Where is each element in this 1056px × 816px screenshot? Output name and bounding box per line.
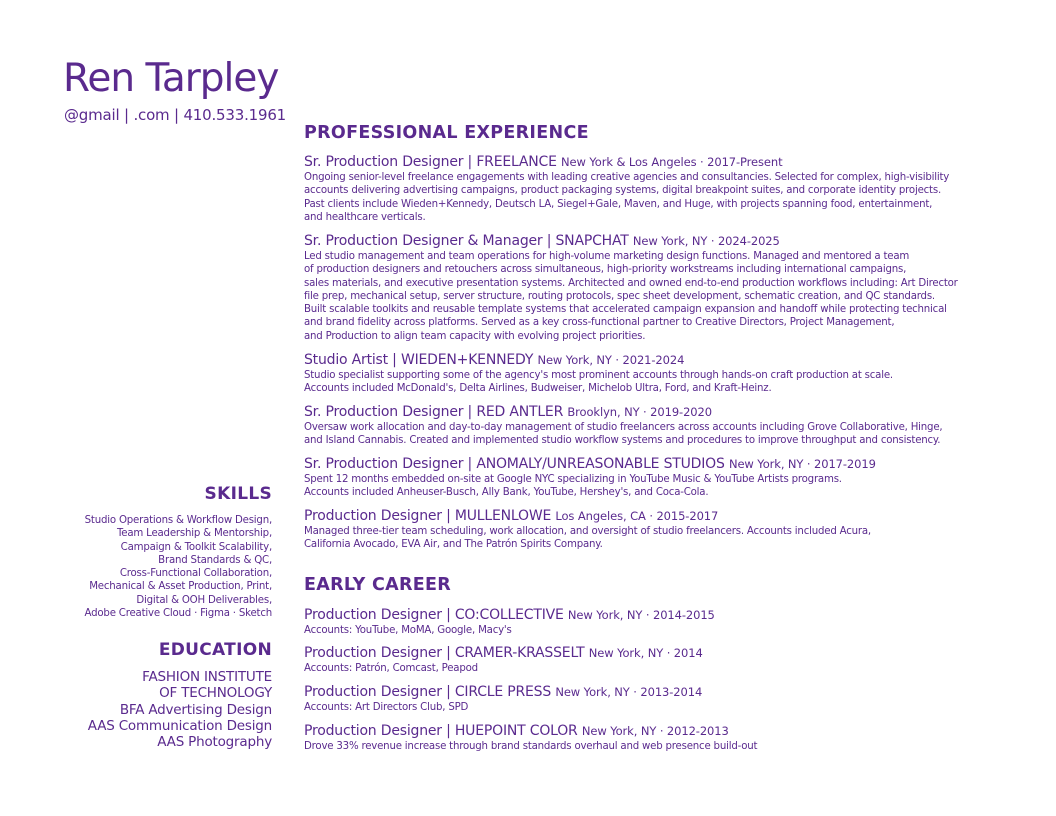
entry-role: Sr. Production Designer | ANOMALY/UNREASONABLE STUDIOS bbox=[304, 456, 725, 472]
entry-role: Production Designer | CRAMER-KRASSELT bbox=[304, 645, 585, 661]
education-item: BFA Advertising Design bbox=[119, 701, 272, 718]
description-line: of production designers and retouchers across simultaneous, high-priority workstreams including international campaigns, bbox=[304, 264, 907, 276]
entry-meta: New York, NY · 2017-2019 bbox=[728, 457, 876, 471]
skill-item: Cross-Functional Collaboration, bbox=[119, 568, 272, 580]
entry-header bbox=[304, 352, 1004, 369]
description-line: sales materials, and executive presentation systems. Architected and owned end-to-end production workflows including: Art Director bbox=[304, 277, 958, 289]
entry-role: Sr. Production Designer | FREELANCE bbox=[304, 154, 557, 170]
contact-line: @gmail | .com | 410.533.1961 bbox=[64, 106, 287, 124]
candidate-name: Ren Tarpley bbox=[63, 56, 279, 101]
description-line: and Production to align team capacity with evolving project priorities. bbox=[304, 330, 646, 342]
professional-experience-title: PROFESSIONAL EXPERIENCE bbox=[304, 123, 589, 143]
entry-meta: New York, NY · 2012-2013 bbox=[581, 724, 729, 738]
description-line: Past clients include Wieden+Kennedy, Deutsch LA, Siegel+Gale, Maven, and Huge, with projects spanning food, entertainment, bbox=[304, 198, 933, 210]
experience-entry-freelance bbox=[304, 154, 1004, 224]
entry-meta: Los Angeles, CA · 2015-2017 bbox=[555, 509, 719, 523]
description-line: Drove 33% revenue increase through brand standards overhaul and web presence build-out bbox=[304, 741, 758, 752]
entry-role: Production Designer | CO:COLLECTIVE bbox=[304, 607, 564, 623]
entry-header bbox=[304, 456, 1004, 473]
entry-role: Studio Artist | WIEDEN+KENNEDY bbox=[304, 352, 534, 368]
entry-description bbox=[304, 740, 1004, 753]
skills-list bbox=[40, 514, 272, 620]
entry-header bbox=[304, 233, 1004, 250]
skill-item: Digital & OOH Deliverables, bbox=[136, 594, 272, 606]
skill-item: Campaign & Toolkit Scalability, bbox=[120, 541, 272, 553]
description-line: file prep, mechanical setup, server structure, routing protocols, spec sheet development, schematic creation, and QC standards. bbox=[304, 290, 935, 302]
education-item: AAS Photography bbox=[157, 734, 272, 751]
early-entry-co-collective bbox=[304, 607, 1004, 637]
entry-meta: New York, NY · 2014-2015 bbox=[567, 608, 715, 622]
description-line: Oversaw work allocation and day-to-day management of studio freelancers across accounts including Grove Collaborative, Hinge, bbox=[304, 422, 943, 433]
description-line: Accounts included Anheuser-Busch, Ally Bank, YouTube, Hershey's, and Coca-Cola. bbox=[304, 487, 709, 499]
description-line: and healthcare verticals. bbox=[304, 211, 426, 223]
entry-header bbox=[304, 404, 1004, 421]
early-entry-circle-press bbox=[304, 684, 1004, 714]
experience-entry-snapchat bbox=[304, 233, 1004, 343]
description-line: Managed three-tier team scheduling, work allocation, and oversight of studio freelancers. Accounts included Acura, bbox=[304, 526, 871, 537]
early-entry-cramer-krasselt bbox=[304, 645, 1004, 675]
entry-meta: New York, NY · 2021-2024 bbox=[537, 353, 685, 367]
skill-item: Brand Standards & QC, bbox=[158, 554, 272, 566]
entry-description bbox=[304, 525, 1004, 552]
entry-role: Production Designer | HUEPOINT COLOR bbox=[304, 723, 578, 739]
entry-description bbox=[304, 369, 1004, 396]
description-line: Led studio management and team operations for high-volume marketing design functions. Managed and mentored a team bbox=[304, 251, 910, 262]
skill-item: Studio Operations & Workflow Design, bbox=[84, 515, 272, 526]
entry-meta: New York, NY · 2013-2014 bbox=[555, 685, 703, 699]
entry-header bbox=[304, 607, 1004, 624]
description-line: Accounts: Patrón, Comcast, Peapod bbox=[304, 663, 478, 674]
skill-item: Adobe Creative Cloud · Figma · Sketch bbox=[84, 608, 272, 620]
education-list bbox=[40, 669, 272, 750]
experience-entry-anomaly bbox=[304, 456, 1004, 500]
education-item: OF TECHNOLOGY bbox=[159, 685, 272, 702]
skill-item: Mechanical & Asset Production, Print, bbox=[89, 581, 272, 593]
skills-title: SKILLS bbox=[204, 484, 272, 504]
skills-section bbox=[40, 484, 272, 620]
entry-role: Production Designer | MULLENLOWE bbox=[304, 508, 552, 524]
entry-meta: New York & Los Angeles · 2017-Present bbox=[561, 155, 783, 169]
description-line: Built scalable toolkits and reusable template systems that accelerated campaign expansion and handoff while protecting technical bbox=[304, 304, 947, 316]
education-item: AAS Communication Design bbox=[87, 717, 272, 734]
entry-role: Sr. Production Designer | RED ANTLER bbox=[304, 404, 564, 420]
entry-meta: New York, NY · 2024-2025 bbox=[632, 234, 780, 248]
education-item: FASHION INSTITUTE bbox=[142, 669, 272, 685]
entry-description bbox=[304, 624, 1004, 637]
entry-role: Production Designer | CIRCLE PRESS bbox=[304, 684, 552, 700]
description-line: Ongoing senior-level freelance engagements with leading creative agencies and consultancies. Selected for complex, high-visibility bbox=[304, 172, 950, 183]
description-line: Accounts included McDonald's, Delta Airlines, Budweiser, Michelob Ultra, Ford, and Kraft-Heinz. bbox=[304, 383, 772, 395]
skill-item: Team Leadership & Mentorship, bbox=[116, 528, 272, 540]
experience-entry-mullenlowe bbox=[304, 508, 1004, 552]
entry-description bbox=[304, 250, 1004, 343]
description-line: Studio specialist supporting some of the agency's most prominent accounts through hands-on craft production at scale. bbox=[304, 370, 893, 381]
entry-meta: New York, NY · 2014 bbox=[588, 646, 703, 660]
description-line: Spent 12 months embedded on-site at Google NYC specializing in YouTube Music & YouTube Artists programs. bbox=[304, 474, 842, 485]
entry-role: Sr. Production Designer & Manager | SNAPCHAT bbox=[304, 233, 629, 249]
education-title: EDUCATION bbox=[158, 640, 272, 660]
description-line: accounts delivering advertising campaigns, product packaging systems, digital breakpoint suites, and corporate identity projects. bbox=[304, 185, 941, 197]
early-entry-huepoint-color bbox=[304, 723, 1004, 753]
education-section bbox=[40, 640, 272, 750]
experience-entry-wieden-kennedy bbox=[304, 352, 1004, 396]
description-line: and brand fidelity across platforms. Served as a key cross-functional partner to Creative Directors, Project Management, bbox=[304, 317, 895, 329]
description-line: Accounts: Art Directors Club, SPD bbox=[304, 702, 469, 713]
entry-meta: Brooklyn, NY · 2019-2020 bbox=[567, 405, 712, 419]
entry-description bbox=[304, 662, 1004, 675]
entry-header bbox=[304, 684, 1004, 701]
entry-description bbox=[304, 421, 1004, 448]
entry-header bbox=[304, 508, 1004, 525]
entry-header bbox=[304, 154, 1004, 171]
entry-header bbox=[304, 645, 1004, 662]
entry-description bbox=[304, 473, 1004, 500]
early-career-title: EARLY CAREER bbox=[304, 575, 452, 595]
experience-entry-red-antler bbox=[304, 404, 1004, 448]
entry-description bbox=[304, 701, 1004, 714]
description-line: California Avocado, EVA Air, and The Patrón Spirits Company. bbox=[304, 539, 603, 551]
entry-description bbox=[304, 171, 1004, 224]
entry-header bbox=[304, 723, 1004, 740]
description-line: and Island Cannabis. Created and implemented studio workflow systems and procedures to improve throughput and consistency. bbox=[304, 435, 941, 447]
description-line: Accounts: YouTube, MoMA, Google, Macy's bbox=[304, 625, 512, 636]
